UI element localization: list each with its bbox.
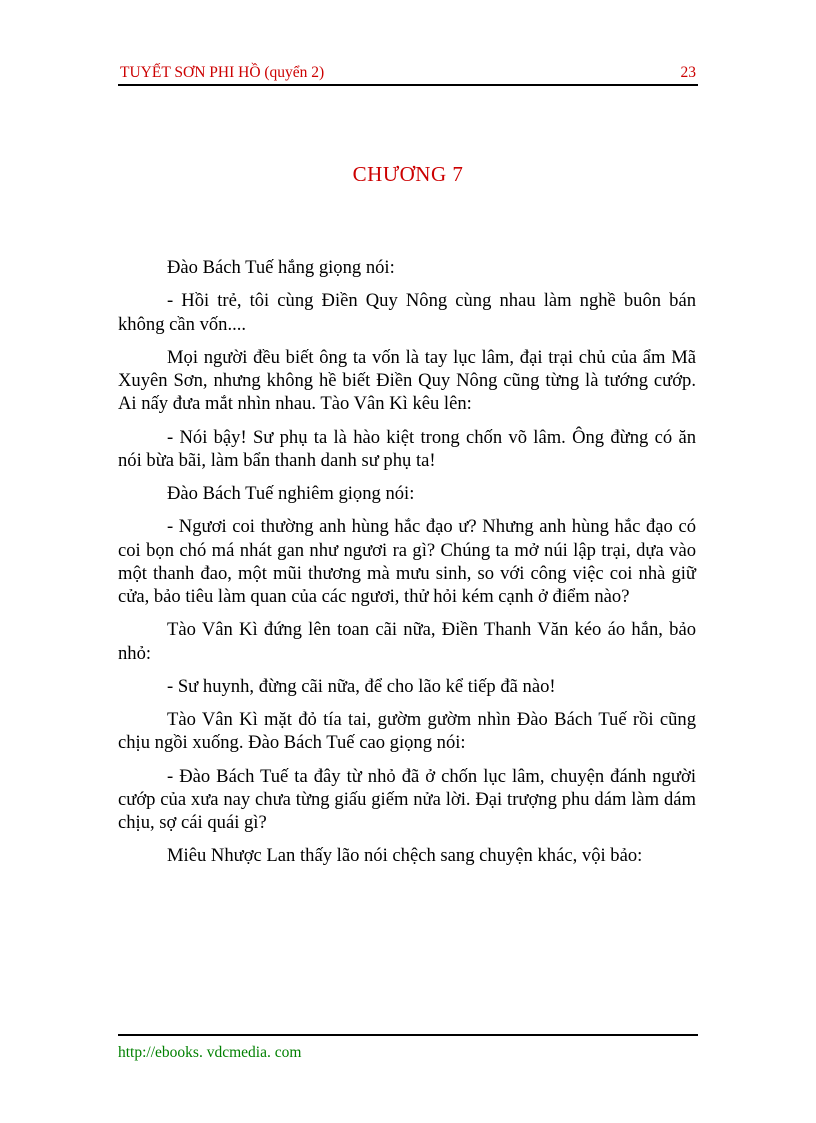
- paragraph: - Sư huynh, đừng cãi nữa, để cho lão kể tiếp đã nào!: [167, 675, 556, 697]
- paragraph: Đào Bách Tuế hắng giọng nói:: [167, 257, 395, 278]
- paragraph: - Ngươi coi thường anh hùng hắc đạo ư? Nhưng anh hùng hắc đạo có coi bọn chó má nhát gan như ngươi ra gì? Chúng ta mở núi lập trại, dựa vào một thanh đao, một mũi thương mà mưu sinh, so với công việc coi nhà giữ cửa, bảo tiêu làm quan của các ngươi, thử hỏi kém cạnh ở điểm nào?: [118, 516, 696, 608]
- chapter-title: CHƯƠNG 7: [352, 162, 464, 186]
- paragraph: - Hồi trẻ, tôi cùng Điền Quy Nông cùng nhau làm nghề buôn bán không cần vốn....: [118, 290, 696, 335]
- footer-url[interactable]: http://ebooks. vdcmedia. com: [118, 1044, 302, 1061]
- paragraph: - Nói bậy! Sư phụ ta là hào kiệt trong chốn võ lâm. Ông đừng có ăn nói bừa bãi, làm bẩn thanh danh sư phụ ta!: [118, 426, 696, 471]
- page-header: [118, 62, 698, 86]
- paragraph: Miêu Nhược Lan thấy lão nói chệch sang chuyện khác, vội bảo:: [167, 845, 643, 867]
- paragraph: Tào Vân Kì mặt đỏ tía tai, gườm gườm nhìn Đào Bách Tuế rồi cũng chịu ngồi xuống. Đào Bách Tuế cao giọng nói:: [118, 709, 696, 754]
- paragraph: Mọi người đều biết ông ta vốn là tay lục lâm, đại trại chủ của ẩm Mã Xuyên Sơn, nhưng không hề biết Điền Quy Nông cũng từng là tướng cướp. Ai nấy đưa mắt nhìn nhau. Tào Vân Kì kêu lên:: [118, 346, 696, 415]
- paragraph: - Đào Bách Tuế ta đây từ nhỏ đã ở chốn lục lâm, chuyện đánh người cướp của xưa nay chưa từng giấu giếm nửa lời. Đại trượng phu dám làm dám chịu, sợ cái quái gì?: [118, 765, 696, 834]
- paragraph: Tào Vân Kì đứng lên toan cãi nữa, Điền Thanh Văn kéo áo hắn, bảo nhỏ:: [118, 619, 696, 664]
- body-text: [118, 256, 696, 878]
- footer-divider: [118, 1034, 698, 1036]
- page-number: 23: [680, 64, 696, 81]
- paragraph: Đào Bách Tuế nghiêm giọng nói:: [167, 483, 415, 504]
- book-title: TUYẾT SƠN PHI HỒ (quyển 2): [120, 64, 325, 81]
